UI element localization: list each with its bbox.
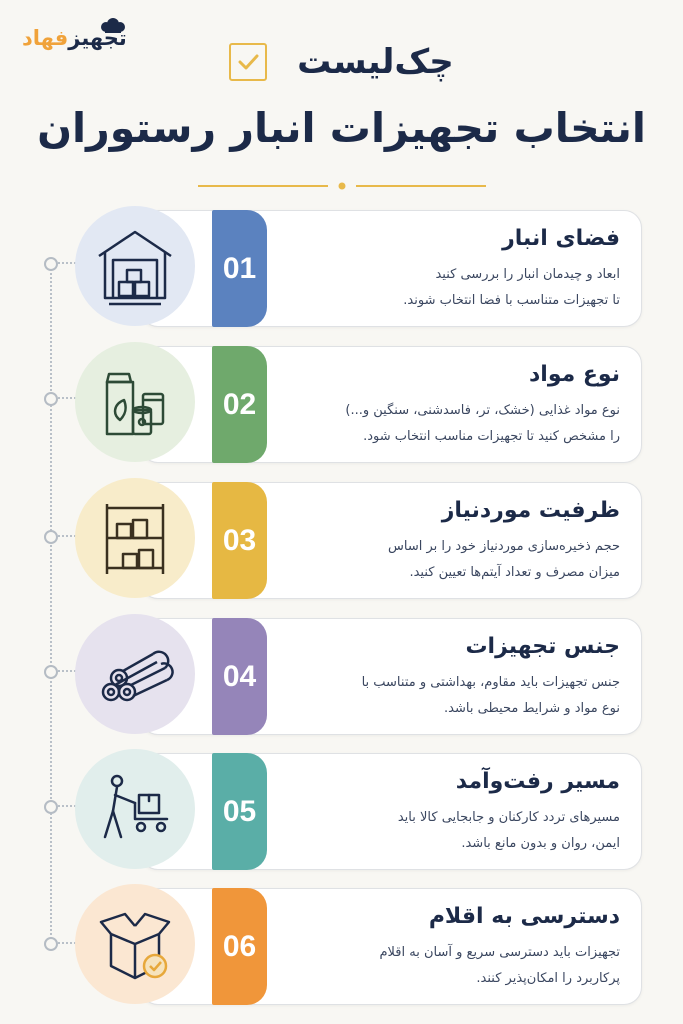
item-desc-line2: میزان مصرف و تعداد آیتم‌ها تعیین کنید. <box>409 565 620 580</box>
item-desc-line2: پرکاربرد را امکان‌پذیر کنند. <box>476 971 620 986</box>
timeline-dot <box>44 937 58 951</box>
warehouse-icon <box>75 206 195 326</box>
timeline-dot <box>44 257 58 271</box>
item-desc-line1: حجم ذخیره‌سازی موردنیاز خود را بر اساس <box>388 539 620 554</box>
item-desc-line1: مسیرهای تردد کارکنان و جابجایی کالا باید <box>397 810 620 825</box>
timeline-line <box>50 262 52 942</box>
item-title: ظرفیت موردنیاز <box>441 498 620 523</box>
item-desc-line2: نوع مواد و شرایط محیطی باشد. <box>444 701 620 716</box>
title-line1-wrap <box>0 40 683 82</box>
shelving-icon <box>75 478 195 598</box>
item-desc-line1: ابعاد و چیدمان انبار را بررسی کنید <box>435 267 620 282</box>
item-title: فضای انبار <box>502 226 620 251</box>
page-title: انتخاب تجهیزات انبار رستوران <box>37 104 646 152</box>
food-containers-icon <box>75 342 195 462</box>
item-desc-line1: جنس تجهیزات باید مقاوم، بهداشتی و متناسب با <box>361 675 620 690</box>
item-title: جنس تجهیزات <box>465 634 620 659</box>
item-desc-line1: تجهیزات باید دسترسی سریع و آسان به اقلام <box>379 945 620 960</box>
item-desc-line2: ایمن، روان و بدون مانع باشد. <box>461 836 620 851</box>
checkbox-icon <box>229 43 267 81</box>
logo-text-main: تجهیز <box>68 26 127 50</box>
item-number-badge: 04 <box>212 618 267 735</box>
hand-truck-icon <box>75 749 195 869</box>
item-number-badge: 06 <box>212 888 267 1005</box>
item-desc-line2: را مشخص کنید تا تجهیزات مناسب انتخاب شود. <box>363 429 620 444</box>
box-check-icon <box>75 884 195 1004</box>
timeline-dot <box>44 800 58 814</box>
timeline-dot <box>44 530 58 544</box>
item-title: نوع مواد <box>529 362 620 387</box>
item-number-badge: 05 <box>212 753 267 870</box>
item-title: مسیر رفت‌وآمد <box>455 769 620 794</box>
logo-text-accent: فهاد <box>22 26 69 50</box>
item-desc-line2: تا تجهیزات متناسب با فضا انتخاب شوند. <box>403 293 620 308</box>
item-number-badge: 01 <box>212 210 267 327</box>
item-number-badge: 02 <box>212 346 267 463</box>
item-number-badge: 03 <box>212 482 267 599</box>
timeline-dot <box>44 665 58 679</box>
pipes-icon <box>75 614 195 734</box>
item-desc-line1: نوع مواد غذایی (خشک، تر، فاسدشنی، سنگین و...) <box>345 403 620 418</box>
item-title: دسترسی به اقلام <box>428 904 620 929</box>
timeline-dot <box>44 392 58 406</box>
page-subtitle: چک‌لیست <box>297 41 454 82</box>
title-divider <box>198 182 486 190</box>
